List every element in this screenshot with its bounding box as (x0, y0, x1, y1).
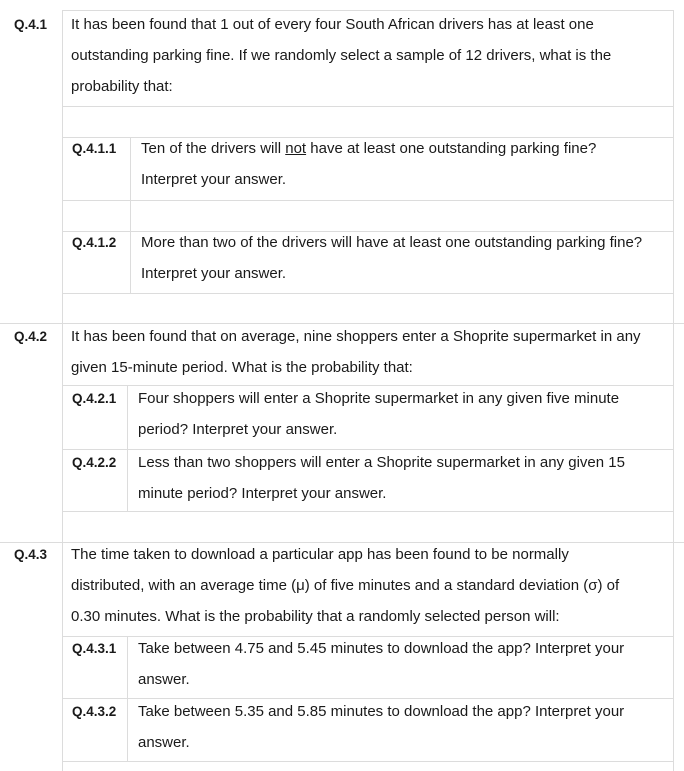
underlined-word: not (285, 140, 307, 157)
subquestion-number: Q.4.3.1 (72, 641, 117, 656)
subquestion-text-line: Four shoppers will enter a Shoprite supermarket in any given five minute (138, 390, 620, 407)
question-text-line: given 15-minute period. What is the probability that: (71, 359, 413, 376)
question-number: Q.4.1 (14, 17, 48, 32)
question-text-line: probability that: (71, 78, 173, 95)
subquestion-number: Q.4.2.1 (72, 391, 117, 406)
question-text-line: It has been found that on average, nine shoppers enter a Shoprite supermarket in any (71, 328, 641, 345)
question-text-line: distributed, with an average time (μ) of five minutes and a standard deviation (σ) of (71, 577, 620, 594)
subquestion-text-line: period? Interpret your answer. (138, 421, 338, 438)
question-text-line: It has been found that 1 out of every four South African drivers has at least one (71, 16, 594, 33)
subquestion-text-part: Ten of the drivers will (141, 140, 286, 157)
subquestion-text-line: Less than two shoppers will enter a Shoprite supermarket in any given 15 (138, 454, 625, 471)
subquestion-text-line: Take between 4.75 and 5.45 minutes to download the app? Interpret your (138, 640, 625, 657)
subquestion-text-line: Take between 5.35 and 5.85 minutes to download the app? Interpret your (138, 703, 625, 720)
subquestion-number: Q.4.2.2 (72, 455, 117, 470)
question-text-line: The time taken to download a particular app has been found to be normally (71, 546, 569, 563)
subquestion-text-line (141, 133, 596, 164)
subquestion-text-line: answer. (138, 671, 190, 688)
question-text-line: outstanding parking fine. If we randomly select a sample of 12 drivers, what is the (71, 47, 612, 64)
question-number: Q.4.2 (14, 329, 48, 344)
question-number: Q.4.3 (14, 547, 48, 562)
subquestion-text-line: answer. (138, 734, 190, 751)
subquestion-text-line: Interpret your answer. (141, 171, 287, 188)
subquestion-number: Q.4.1.1 (72, 141, 117, 156)
question-text-line: 0.30 minutes. What is the probability that a randomly selected person will: (71, 608, 560, 625)
subquestion-text-line: Interpret your answer. (141, 265, 287, 282)
subquestion-number: Q.4.3.2 (72, 704, 117, 719)
subquestion-text-line: minute period? Interpret your answer. (138, 485, 387, 502)
subquestion-text-line: More than two of the drivers will have at least one outstanding parking fine? (141, 234, 643, 251)
subquestion-text-part: have at least one outstanding parking fine? (306, 140, 597, 157)
subquestion-number: Q.4.1.2 (72, 235, 117, 250)
